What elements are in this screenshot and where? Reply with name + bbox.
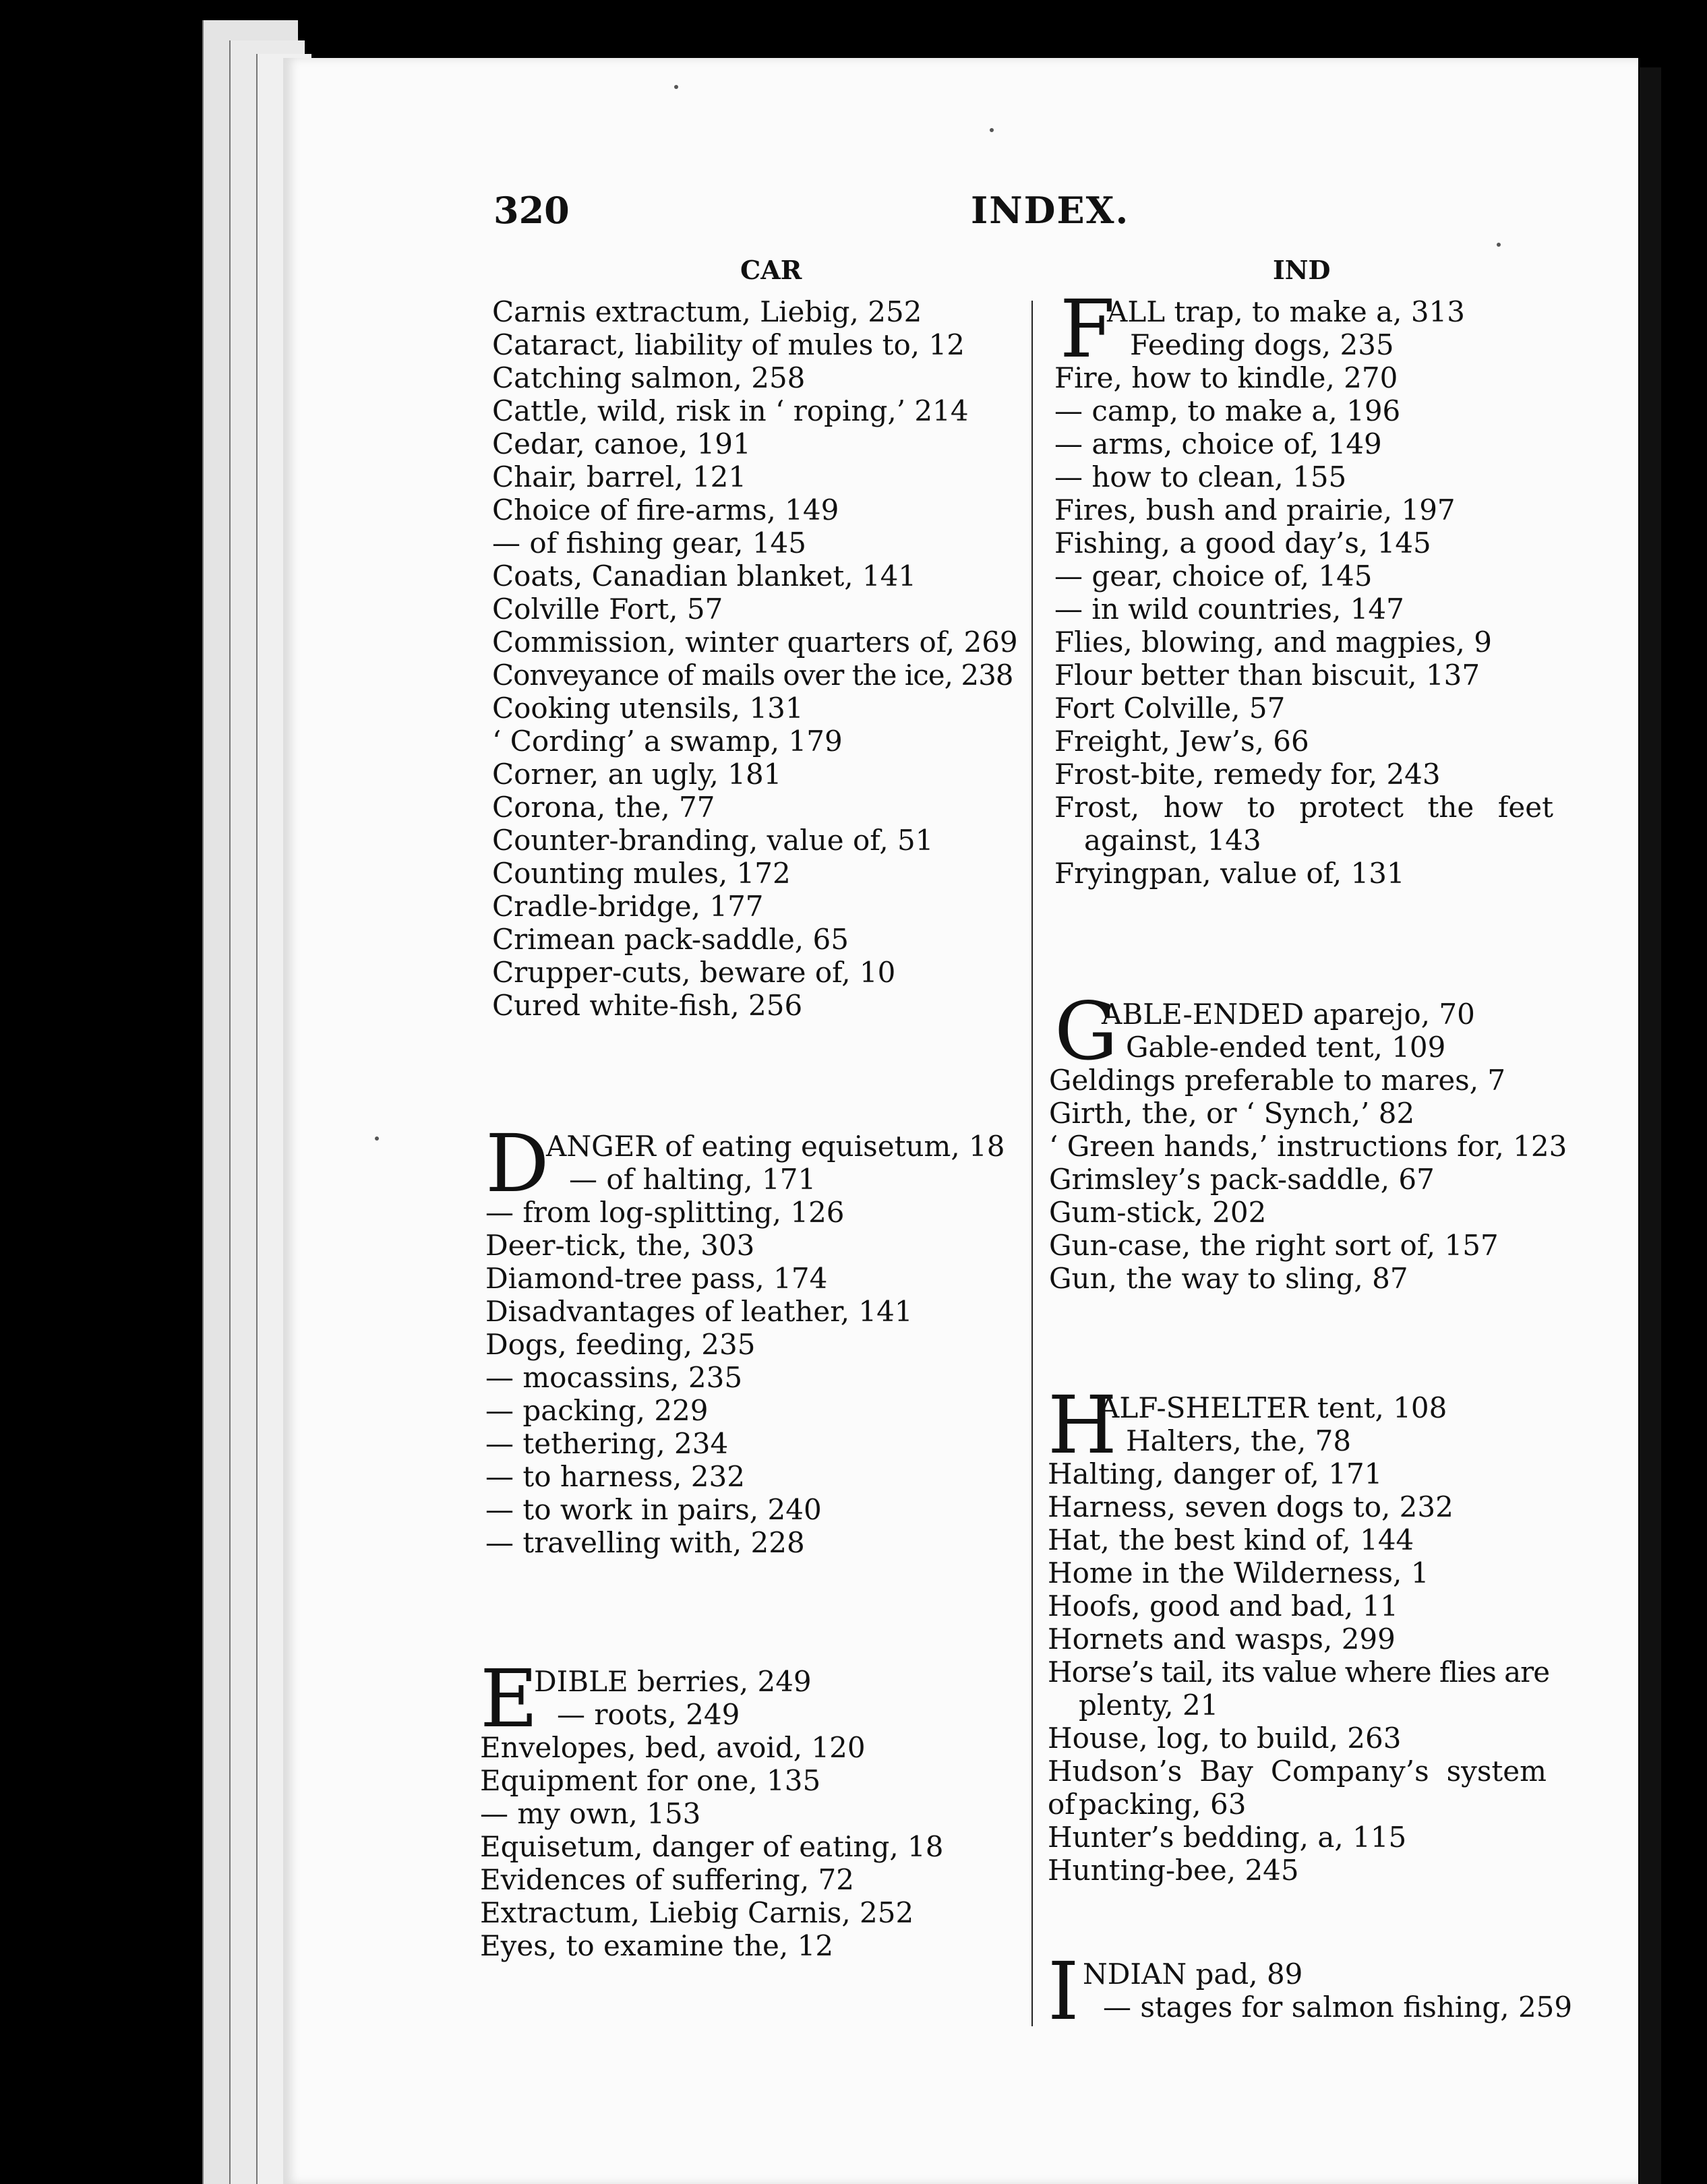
- index-entry: Eyes, to examine the, 12: [480, 1929, 834, 1962]
- index-entry: Dogs, feeding, 235: [485, 1328, 756, 1361]
- index-entry: Geldings preferable to mares, 7: [1049, 1064, 1506, 1097]
- index-entry: Diamond-tree pass, 174: [485, 1262, 828, 1295]
- index-entry: Evidences of suffering, 72: [480, 1863, 854, 1896]
- running-head-left: CAR: [740, 255, 802, 285]
- index-entry: Gun, the way to sling, 87: [1049, 1262, 1408, 1295]
- index-entry: Gun-case, the right sort of, 157: [1049, 1229, 1499, 1262]
- index-entry: — of halting, 171: [569, 1163, 816, 1196]
- index-entry: — tethering, 234: [485, 1427, 729, 1460]
- index-entry: — arms, choice of, 149: [1054, 427, 1382, 460]
- book-page: [283, 58, 1638, 2184]
- index-entry: — of fishing gear, 145: [492, 526, 806, 559]
- drop-cap-h: H: [1048, 1378, 1117, 1472]
- index-entry: Harness, seven dogs to, 232: [1048, 1490, 1454, 1523]
- index-entry: Girth, the, or ‘ Synch,’ 82: [1049, 1097, 1415, 1130]
- index-entry: Equipment for one, 135: [480, 1764, 821, 1797]
- index-entry: Equisetum, danger of eating, 18: [480, 1830, 944, 1863]
- index-entry: Fort Colville, 57: [1054, 692, 1286, 725]
- index-entry: — my own, 153: [480, 1797, 701, 1830]
- index-entry: Feeding dogs, 235: [1130, 328, 1394, 361]
- index-entry: Frost-bite, remedy for, 243: [1054, 758, 1441, 791]
- index-entry: — how to clean, 155: [1054, 460, 1347, 493]
- print-speck: [674, 85, 678, 89]
- index-entry: packing, 63: [1079, 1788, 1247, 1821]
- index-entry: ALL trap, to make a, 313: [1107, 295, 1465, 328]
- column-divider: [1031, 301, 1033, 2026]
- index-entry: Commission, winter quarters of, 269: [492, 626, 1018, 659]
- drop-cap-e: E: [480, 1652, 539, 1745]
- drop-cap-f: F: [1060, 282, 1115, 375]
- index-entry: Halters, the, 78: [1126, 1424, 1352, 1457]
- page-number: 320: [493, 189, 570, 232]
- print-speck: [375, 1136, 379, 1141]
- index-entry: Carnis extractum, Liebig, 252: [492, 295, 922, 328]
- index-entry: Disadvantages of leather, 141: [485, 1295, 913, 1328]
- index-entry: Cured white-fish, 256: [492, 989, 803, 1022]
- index-entry: Extractum, Liebig Carnis, 252: [480, 1896, 914, 1929]
- index-entry: Envelopes, bed, avoid, 120: [480, 1731, 866, 1764]
- index-entry: Frost, how to protect the feet: [1054, 791, 1553, 824]
- index-entry: Horse’s tail, its value where flies are: [1048, 1656, 1550, 1689]
- index-entry: Fishing, a good day’s, 145: [1054, 526, 1431, 559]
- index-entry: Flies, blowing, and magpies, 9: [1054, 626, 1492, 659]
- index-entry: DIBLE berries, 249: [534, 1665, 812, 1698]
- index-entry: — mocassins, 235: [485, 1361, 743, 1394]
- index-entry: Chair, barrel, 121: [492, 460, 747, 493]
- index-entry: Hornets and wasps, 299: [1048, 1622, 1396, 1656]
- drop-cap-d: D: [485, 1117, 549, 1210]
- index-entry: ‘ Cording’ a swamp, 179: [492, 725, 843, 758]
- index-entry: Crimean pack-saddle, 65: [492, 923, 849, 956]
- index-entry: — from log-splitting, 126: [485, 1196, 845, 1229]
- index-entry: — in wild countries, 147: [1054, 593, 1404, 626]
- index-entry: ANGER of eating equisetum, 18: [546, 1130, 1005, 1163]
- index-entry: Colville Fort, 57: [492, 593, 723, 626]
- index-entry: — camp, to make a, 196: [1054, 394, 1401, 427]
- index-entry: Cedar, canoe, 191: [492, 427, 751, 460]
- page-gutter-shadow: [1640, 67, 1661, 2184]
- index-entry: Corona, the, 77: [492, 791, 715, 824]
- index-entry: Halting, danger of, 171: [1048, 1457, 1383, 1490]
- running-head-right: IND: [1273, 255, 1331, 285]
- index-entry: NDIAN pad, 89: [1083, 1958, 1303, 1991]
- index-entry: Counter-branding, value of, 51: [492, 824, 934, 857]
- index-entry: Catching salmon, 258: [492, 361, 806, 394]
- index-entry: — gear, choice of, 145: [1054, 559, 1373, 593]
- index-entry: Counting mules, 172: [492, 857, 791, 890]
- index-entry: Cooking utensils, 131: [492, 692, 804, 725]
- index-entry: Conveyance of mails over the ice, 238: [492, 659, 1013, 692]
- index-entry: — packing, 229: [485, 1394, 709, 1427]
- page-title: INDEX.: [971, 189, 1130, 232]
- drop-cap-i: I: [1048, 1945, 1079, 2038]
- index-entry: Deer-tick, the, 303: [485, 1229, 755, 1262]
- index-entry: House, log, to build, 263: [1048, 1722, 1402, 1755]
- index-entry: Grimsley’s pack-saddle, 67: [1049, 1163, 1435, 1196]
- index-entry: Crupper-cuts, beware of, 10: [492, 956, 896, 989]
- index-entry: Hudson’s Bay Company’s system of: [1048, 1755, 1547, 1821]
- index-entry: Gum-stick, 202: [1049, 1196, 1267, 1229]
- index-entry: Home in the Wilderness, 1: [1048, 1556, 1429, 1589]
- index-entry: Choice of fire-arms, 149: [492, 493, 839, 526]
- index-entry: Hunter’s bedding, a, 115: [1048, 1821, 1407, 1854]
- index-entry: — to work in pairs, 240: [485, 1493, 822, 1526]
- index-entry: — to harness, 232: [485, 1460, 745, 1493]
- index-entry: — stages for salmon fishing, 259: [1103, 1991, 1573, 2024]
- drop-cap-g: G: [1054, 985, 1118, 1078]
- index-entry: ‘ Green hands,’ instructions for, 123: [1049, 1130, 1567, 1163]
- index-entry: Fires, bush and prairie, 197: [1054, 493, 1456, 526]
- index-entry: Cattle, wild, risk in ‘ roping,’ 214: [492, 394, 969, 427]
- index-entry: Gable-ended tent, 109: [1126, 1031, 1446, 1064]
- index-entry: Coats, Canadian blanket, 141: [492, 559, 917, 593]
- print-speck: [1497, 243, 1501, 247]
- index-entry: plenty, 21: [1079, 1689, 1219, 1722]
- index-entry: Hoofs, good and bad, 11: [1048, 1589, 1398, 1622]
- index-entry: — roots, 249: [557, 1698, 740, 1731]
- index-entry: Freight, Jew’s, 66: [1054, 725, 1309, 758]
- index-entry: against, 143: [1084, 824, 1261, 857]
- index-entry: Fire, how to kindle, 270: [1054, 361, 1398, 394]
- print-speck: [990, 128, 994, 132]
- index-entry: Flour better than biscuit, 137: [1054, 659, 1480, 692]
- index-entry: Fryingpan, value of, 131: [1054, 857, 1405, 890]
- index-entry: ALF-SHELTER tent, 108: [1099, 1391, 1447, 1424]
- index-entry: Cradle-bridge, 177: [492, 890, 764, 923]
- index-entry: — travelling with, 228: [485, 1526, 805, 1559]
- index-entry: Cataract, liability of mules to, 12: [492, 328, 965, 361]
- index-entry: Hat, the best kind of, 144: [1048, 1523, 1414, 1556]
- index-entry: ABLE-ENDED aparejo, 70: [1102, 998, 1475, 1031]
- index-entry: Hunting-bee, 245: [1048, 1854, 1299, 1887]
- index-entry: Corner, an ugly, 181: [492, 758, 782, 791]
